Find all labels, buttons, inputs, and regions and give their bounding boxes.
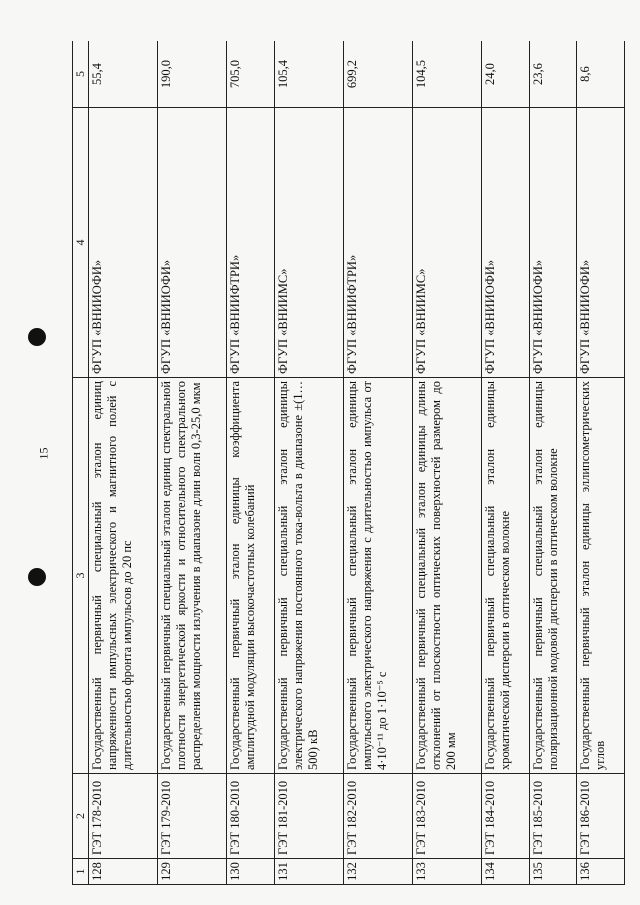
row-number: 128 — [89, 859, 158, 885]
standard-code: ГЭТ 179-2010 — [158, 774, 227, 859]
row-number: 130 — [227, 859, 275, 885]
standard-code: ГЭТ 183-2010 — [413, 774, 482, 859]
column-header: 5 — [73, 41, 89, 108]
organization: ФГУП «ВНИИМС» — [413, 108, 482, 378]
row-number: 132 — [344, 859, 413, 885]
standard-code: ГЭТ 181-2010 — [274, 774, 343, 859]
column-header: 1 — [73, 859, 89, 885]
punch-hole — [28, 568, 46, 586]
table-row — [577, 41, 625, 885]
row-number: 133 — [413, 859, 482, 885]
value: 55,4 — [89, 41, 158, 108]
value: 104,5 — [413, 41, 482, 108]
value: 705,0 — [227, 41, 275, 108]
header-row — [73, 41, 89, 885]
standard-description: Государственный первичный специальный эталон единиц спектральной плотности энергетической яркости и относительного спектрального распределения мощности излучения в диапазоне длин волн 0,3-25,0 мкм — [158, 378, 227, 774]
page-number: 15 — [36, 447, 51, 460]
table-row — [529, 41, 577, 885]
column-header: 2 — [73, 774, 89, 859]
organization: ФГУП «ВНИИМС» — [274, 108, 343, 378]
table-row — [274, 41, 343, 885]
value: 699,2 — [344, 41, 413, 108]
standard-description: Государственный первичный эталон единицы коэффициента амплитудной модуляции высокочастотных колебаний — [227, 378, 275, 774]
organization: ФГУП «ВНИИОФИ» — [482, 108, 530, 378]
organization: ФГУП «ВНИИФТРИ» — [344, 108, 413, 378]
organization: ФГУП «ВНИИОФИ» — [158, 108, 227, 378]
column-header: 3 — [73, 378, 89, 774]
column-header: 4 — [73, 108, 89, 378]
table-row — [413, 41, 482, 885]
standard-code: ГЭТ 186-2010 — [577, 774, 625, 859]
value: 105,4 — [274, 41, 343, 108]
table-row — [158, 41, 227, 885]
standard-code: ГЭТ 178-2010 — [89, 774, 158, 859]
row-number: 129 — [158, 859, 227, 885]
table-row — [227, 41, 275, 885]
standard-description: Государственный первичный специальный эталон единиц напряженности импульсных электрического и магнитного полей с длительностью фронта импульсов до 20 пс — [89, 378, 158, 774]
standards-table — [72, 41, 625, 885]
table-row — [482, 41, 530, 885]
table-row — [344, 41, 413, 885]
table-row — [89, 41, 158, 885]
organization: ФГУП «ВНИИОФИ» — [577, 108, 625, 378]
value: 190,0 — [158, 41, 227, 108]
organization: ФГУП «ВНИИОФИ» — [89, 108, 158, 378]
row-number: 134 — [482, 859, 530, 885]
standard-code: ГЭТ 182-2010 — [344, 774, 413, 859]
punch-hole — [28, 328, 46, 346]
standard-description: Государственный первичный эталон единицы эллипсометрических углов — [577, 378, 625, 774]
standard-code: ГЭТ 184-2010 — [482, 774, 530, 859]
standard-description: Государственный первичный специальный эталон единицы поляризационной модовой дисперсии в оптическом волокне — [529, 378, 577, 774]
value: 23,6 — [529, 41, 577, 108]
standard-code: ГЭТ 185-2010 — [529, 774, 577, 859]
standard-code: ГЭТ 180-2010 — [227, 774, 275, 859]
organization: ФГУП «ВНИИФТРИ» — [227, 108, 275, 378]
rotated-table-area — [72, 41, 625, 885]
organization: ФГУП «ВНИИОФИ» — [529, 108, 577, 378]
row-number: 135 — [529, 859, 577, 885]
standard-description: Государственный первичный специальный эталон единицы электрического напряжения постоянного тока-вольта в диапазоне ±(1…500) кВ — [274, 378, 343, 774]
row-number: 136 — [577, 859, 625, 885]
standard-description: Государственный первичный специальный эталон единицы хроматической дисперсии в оптическом волокне — [482, 378, 530, 774]
standard-description: Государственный первичный специальный эталон единицы импульсного электрического напряжения с длительностью импульса от 4·10⁻¹¹ до 1·10⁻⁵ с — [344, 378, 413, 774]
value: 8,6 — [577, 41, 625, 108]
standard-description: Государственный первичный специальный эталон единицы длины отклонений от плоскостности оптических поверхностей размером до 200 мм — [413, 378, 482, 774]
value: 24,0 — [482, 41, 530, 108]
row-number: 131 — [274, 859, 343, 885]
